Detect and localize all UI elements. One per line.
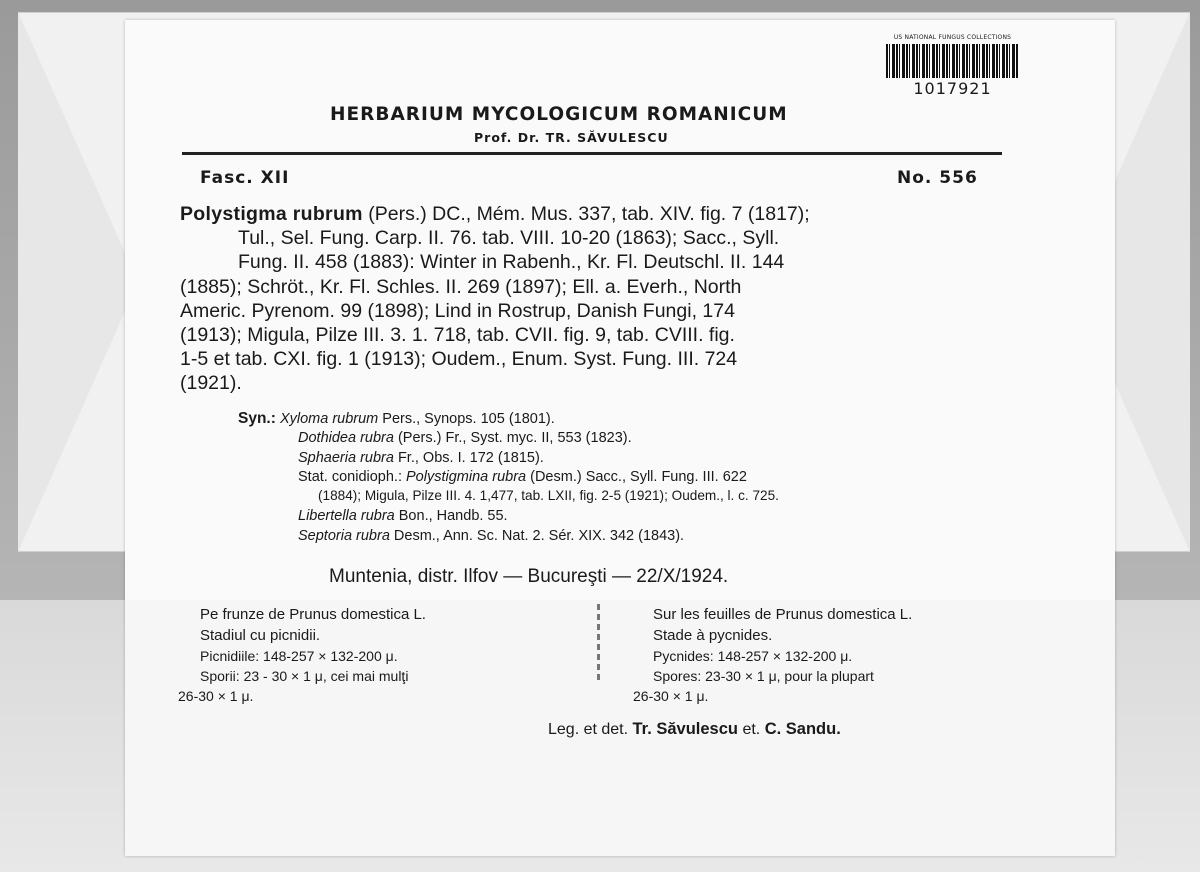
synonym-line — [298, 508, 508, 524]
romanian-spores: Sporii: 23 - 30 × 1 μ, cei mai mulţi — [200, 668, 409, 684]
synonym-citation: Pers., Synops. 105 (1801). — [378, 411, 555, 427]
species-name: Polystigma rubrum — [180, 203, 363, 225]
collector-prefix: Leg. et det. — [548, 721, 633, 738]
romanian-host: Pe frunze de Prunus domestica L. — [200, 606, 426, 623]
french-pycnidia: Pycnides: 148-257 × 132-200 μ. — [653, 648, 853, 664]
french-spores-most: 26-30 × 1 μ. — [633, 688, 709, 704]
romanian-spores-most: 26-30 × 1 μ. — [178, 688, 254, 704]
specimen-number: No. 556 — [897, 168, 978, 188]
citation-line: Fung. II. 458 (1883): Winter in Rabenh., Kr. Fl. Deutschl. II. 144 — [238, 251, 785, 274]
species-citation — [180, 202, 1010, 396]
romanian-stage: Stadiul cu picnidii. — [200, 627, 321, 644]
synonym-citation: (Pers.) Fr., Syst. myc. II, 553 (1823). — [393, 430, 632, 446]
citation-line: (1885); Schröt., Kr. Fl. Schles. II. 269 (1897); Ell. a. Everh., North — [180, 275, 742, 298]
citation-line: (1913); Migula, Pilze III. 3. 1. 718, tab. CVII. fig. 9, tab. CVIII. fig. — [180, 324, 735, 347]
synonym-line — [238, 410, 555, 428]
french-host: Sur les feuilles de Prunus domestica L. — [653, 606, 913, 623]
synonym-name: Polystigmina rubra — [406, 469, 527, 485]
herbarium-subtitle: Prof. Dr. TR. SĂVULESCU — [474, 130, 669, 145]
citation-line: 1-5 et tab. CXI. fig. 1 (1913); Oudem., Enum. Syst. Fung. III. 724 — [180, 348, 738, 371]
romanian-pycnidia: Picnidiile: 148-257 × 132-200 μ. — [200, 648, 398, 664]
citation-line: (1921). — [180, 372, 242, 395]
column-divider — [597, 604, 600, 684]
envelope-flap-left — [18, 12, 138, 552]
collector-line — [548, 720, 841, 739]
barcode-number: 1017921 — [913, 79, 992, 98]
herbarium-title: HERBARIUM MYCOLOGICUM ROMANICUM — [330, 104, 788, 125]
barcode-block — [880, 34, 1025, 106]
synonym-line — [298, 430, 632, 446]
synonym-citation: Bon., Handb. 55. — [394, 508, 508, 524]
barcode-bars — [886, 44, 1018, 78]
collector-name: Tr. Săvulescu — [632, 720, 738, 738]
synonym-label: Syn.: — [238, 410, 276, 427]
synonym-name: Septoria rubra — [298, 528, 390, 544]
synonym-line — [298, 528, 684, 544]
synonym-name: Sphaeria rubra — [298, 450, 394, 466]
synonym-line — [298, 469, 747, 485]
collector-name: C. Sandu. — [764, 720, 841, 738]
synonym-line — [298, 450, 544, 466]
barcode-caption: US NATIONAL FUNGUS COLLECTIONS — [893, 34, 1012, 41]
collector-join: et. — [738, 721, 765, 738]
citation-line — [180, 202, 1010, 226]
synonym-citation: Desm., Ann. Sc. Nat. 2. Sér. XIX. 342 (1843). — [389, 528, 685, 544]
citation-line: Tul., Sel. Fung. Carp. II. 76. tab. VIII. 10-20 (1863); Sacc., Syll. — [238, 227, 780, 250]
french-stage: Stade à pycnides. — [653, 627, 773, 644]
synonym-line: (1884); Migula, Pilze III. 4. 1,477, tab. LXII, fig. 2-5 (1921); Oudem., l. c. 725. — [318, 488, 779, 503]
synonym-citation: Fr., Obs. I. 172 (1815). — [393, 450, 544, 466]
collection-locality: Muntenia, distr. Ilfov — Bucureşti — 22/X/1924. — [329, 566, 729, 587]
synonym-name: Dothidea rubra — [298, 430, 394, 446]
citation-first-rest: (Pers.) DC., Mém. Mus. 337, tab. XIV. fig. 7 (1817); — [362, 203, 810, 225]
fascicle-number: Fasc. XII — [200, 168, 290, 188]
header-rule — [182, 152, 1002, 155]
synonym-name: Xyloma rubrum — [279, 411, 379, 427]
synonym-citation: (Desm.) Sacc., Syll. Fung. III. 622 — [526, 469, 747, 485]
synonym-stage: Stat. conidioph.: — [298, 469, 407, 485]
french-spores: Spores: 23-30 × 1 μ, pour la plupart — [653, 668, 874, 684]
citation-line: Americ. Pyrenom. 99 (1898); Lind in Rostrup, Danish Fungi, 174 — [180, 299, 735, 322]
synonym-name: Libertella rubra — [298, 508, 395, 524]
